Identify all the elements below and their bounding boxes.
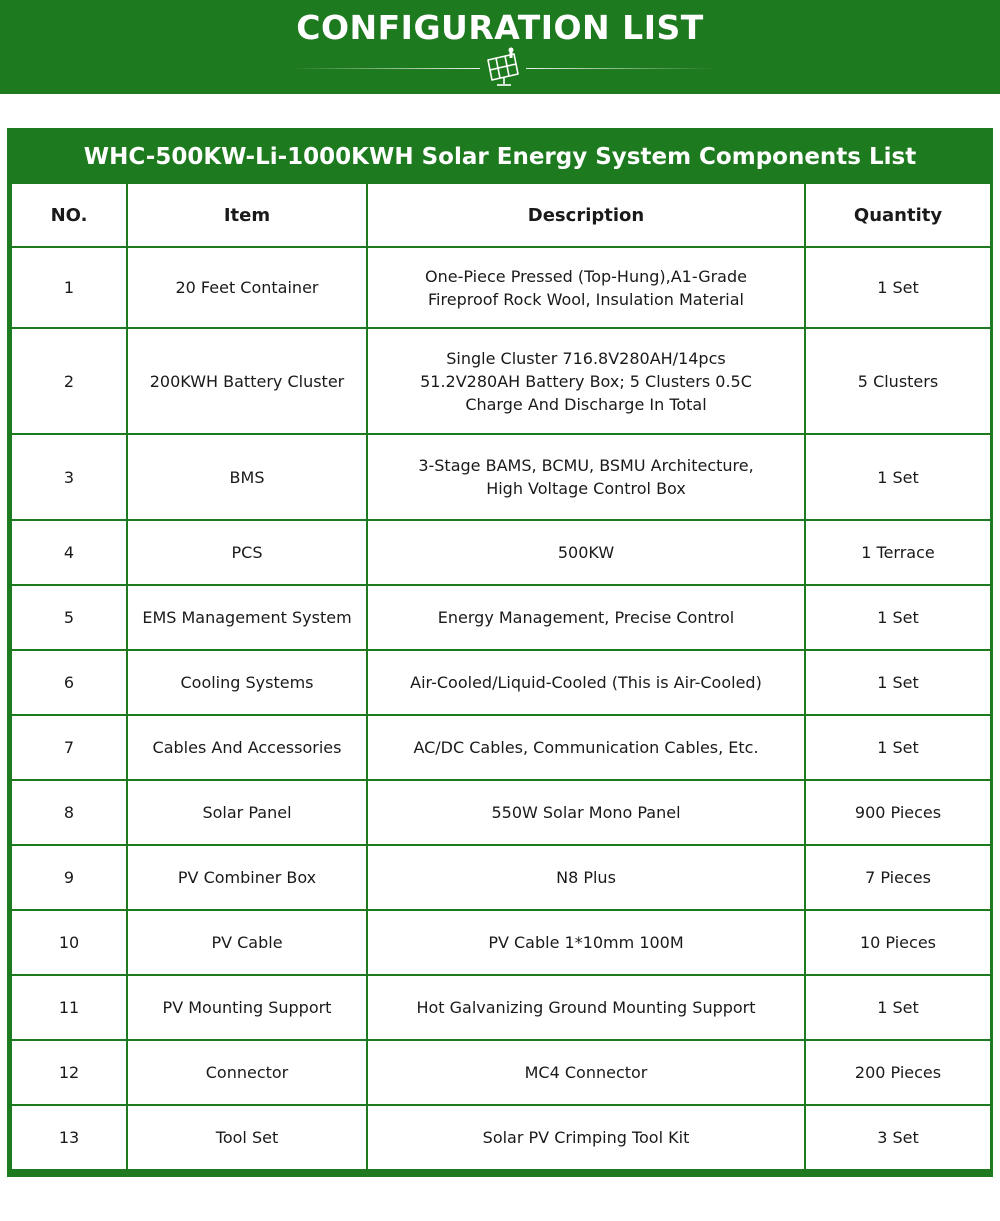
description-line: PV Cable 1*10mm 100M: [488, 933, 684, 952]
cell-no: 10: [11, 910, 127, 975]
table-row: [11, 585, 991, 650]
cell-no: 11: [11, 975, 127, 1040]
header-no: NO.: [11, 183, 127, 247]
solar-panel-icon: [484, 46, 522, 88]
description-line: Hot Galvanizing Ground Mounting Support: [416, 998, 756, 1017]
description-line: Single Cluster 716.8V280AH/14pcs: [446, 348, 726, 368]
cell-no: 8: [11, 780, 127, 845]
cell-description: [367, 247, 805, 328]
table-row: [11, 520, 991, 585]
cell-item: EMS Management System: [127, 585, 367, 650]
cell-no: 4: [11, 520, 127, 585]
cell-item: PV Combiner Box: [127, 845, 367, 910]
cell-quantity: 1 Set: [805, 434, 991, 520]
cell-item: 20 Feet Container: [127, 247, 367, 328]
description-line: High Voltage Control Box: [486, 479, 686, 498]
cell-quantity: 1 Set: [805, 715, 991, 780]
cell-item: Connector: [127, 1040, 367, 1105]
cell-quantity: 3 Set: [805, 1105, 991, 1170]
cell-quantity: 5 Clusters: [805, 328, 991, 434]
cell-description: [367, 715, 805, 780]
description-line: AC/DC Cables, Communication Cables, Etc.: [413, 738, 759, 757]
table-row: [11, 975, 991, 1040]
cell-item: BMS: [127, 434, 367, 520]
cell-item: PV Cable: [127, 910, 367, 975]
cell-no: 3: [11, 434, 127, 520]
cell-description: [367, 585, 805, 650]
table-row: [11, 910, 991, 975]
table-row: [11, 845, 991, 910]
table-row: [11, 715, 991, 780]
cell-item: PV Mounting Support: [127, 975, 367, 1040]
header-item: Item: [127, 183, 367, 247]
cell-no: 13: [11, 1105, 127, 1170]
cell-quantity: 10 Pieces: [805, 910, 991, 975]
table-row: [11, 328, 991, 434]
header-description: Description: [367, 183, 805, 247]
cell-quantity: 1 Set: [805, 585, 991, 650]
cell-no: 9: [11, 845, 127, 910]
description-line: One-Piece Pressed (Top-Hung),A1-Grade: [425, 266, 747, 286]
cell-description: [367, 1105, 805, 1170]
cell-no: 2: [11, 328, 127, 434]
cell-description: [367, 520, 805, 585]
table-row: [11, 650, 991, 715]
description-line: Charge And Discharge In Total: [465, 394, 707, 414]
page-title: CONFIGURATION LIST: [296, 8, 704, 47]
description-line: 3-Stage BAMS, BCMU, BSMU Architecture,: [418, 456, 754, 475]
cell-no: 5: [11, 585, 127, 650]
cell-quantity: 1 Set: [805, 650, 991, 715]
cell-quantity: 7 Pieces: [805, 845, 991, 910]
cell-description: [367, 845, 805, 910]
cell-quantity: 1 Terrace: [805, 520, 991, 585]
cell-no: 12: [11, 1040, 127, 1105]
cell-no: 1: [11, 247, 127, 328]
cell-quantity: 1 Set: [805, 975, 991, 1040]
cell-description: [367, 780, 805, 845]
table-row: [11, 434, 991, 520]
cell-no: 6: [11, 650, 127, 715]
cell-no: 7: [11, 715, 127, 780]
divider-left: [290, 68, 480, 69]
table-header-row: [11, 183, 991, 247]
cell-description: [367, 975, 805, 1040]
cell-item: Solar Panel: [127, 780, 367, 845]
cell-description: [367, 650, 805, 715]
description-line: 550W Solar Mono Panel: [491, 803, 681, 822]
description-line: Solar PV Crimping Tool Kit: [482, 1128, 690, 1147]
table-row: [11, 780, 991, 845]
table-row: [11, 1040, 991, 1105]
cell-description: [367, 1040, 805, 1105]
cell-quantity: 900 Pieces: [805, 780, 991, 845]
header-banner: [0, 0, 1000, 94]
cell-quantity: 200 Pieces: [805, 1040, 991, 1105]
cell-description: [367, 328, 805, 434]
cell-description: [367, 434, 805, 520]
cell-item: PCS: [127, 520, 367, 585]
table-title: WHC-500KW-Li-1000KWH Solar Energy System Components List: [83, 144, 917, 170]
table-row: [11, 1105, 991, 1170]
table-row: [11, 247, 991, 328]
divider-right: [526, 68, 716, 69]
description-line: Air-Cooled/Liquid-Cooled (This is Air-Cooled): [410, 673, 762, 692]
components-table: [10, 182, 992, 1171]
description-line: Energy Management, Precise Control: [437, 608, 735, 627]
description-line: Fireproof Rock Wool, Insulation Material: [428, 289, 744, 309]
cell-item: Cables And Accessories: [127, 715, 367, 780]
cell-item: Tool Set: [127, 1105, 367, 1170]
header-quantity: Quantity: [805, 183, 991, 247]
description-line: 51.2V280AH Battery Box; 5 Clusters 0.5C: [420, 371, 752, 391]
cell-quantity: 1 Set: [805, 247, 991, 328]
description-line: MC4 Connector: [524, 1063, 648, 1082]
cell-item: 200KWH Battery Cluster: [127, 328, 367, 434]
cell-description: [367, 910, 805, 975]
cell-item: Cooling Systems: [127, 650, 367, 715]
description-line: 500KW: [557, 543, 615, 562]
description-line: N8 Plus: [556, 868, 616, 887]
